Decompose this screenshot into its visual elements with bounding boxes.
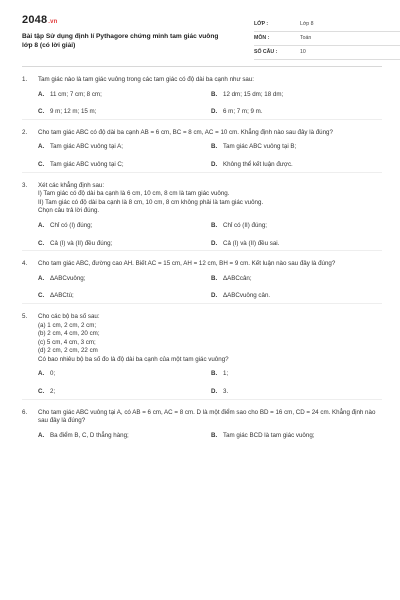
option-letter: B. — [211, 221, 218, 229]
question-line: Chọn câu trả lời đúng. — [38, 207, 100, 215]
answer-option[interactable] — [38, 91, 211, 100]
question-number: 3. — [22, 181, 28, 189]
meta-value: Toán — [300, 35, 312, 41]
option-text: Tam giác BCD là tam giác vuông; — [223, 431, 315, 439]
question-head — [22, 313, 382, 365]
answer-options — [38, 222, 382, 248]
question-line: Cho các bộ ba số sau: — [38, 312, 100, 320]
question-head — [22, 409, 382, 426]
question-list — [22, 76, 382, 449]
answer-option[interactable] — [38, 108, 211, 117]
option-text: Chỉ có (II) đúng; — [223, 221, 268, 229]
option-letter: A. — [38, 90, 45, 98]
option-text: Cả (I) và (II) đều sai. — [223, 239, 280, 247]
answer-options — [38, 91, 382, 117]
question-head — [22, 129, 382, 138]
option-text: 11 cm; 7 cm; 8 cm; — [50, 90, 102, 98]
question-line: (d) 2 cm, 2 cm, 22 cm — [38, 347, 98, 355]
answer-option[interactable] — [38, 161, 211, 170]
option-text: 0; — [50, 370, 56, 378]
question-item — [22, 260, 382, 304]
question-line: Tam giác nào là tam giác vuông trong các tam giác có độ dài ba cạnh như sau: — [38, 76, 255, 83]
header — [22, 14, 382, 58]
option-letter: C. — [38, 388, 45, 396]
answer-option[interactable] — [38, 388, 211, 397]
answer-options — [38, 275, 382, 301]
option-text: Cả (I) và (II) đều đúng; — [50, 239, 113, 247]
option-letter: B. — [211, 431, 218, 439]
answer-option[interactable] — [211, 388, 384, 397]
option-letter: C. — [38, 108, 45, 116]
logo-main: 2048 — [22, 14, 48, 26]
question-number: 5. — [22, 312, 28, 320]
answer-option[interactable] — [38, 292, 211, 301]
question-line: Xét các khẳng định sau: — [38, 181, 105, 189]
option-text: Tam giác ABC vuông tại A; — [50, 143, 123, 151]
option-text: 12 dm; 15 dm; 18 dm; — [223, 90, 284, 98]
answer-option[interactable] — [211, 222, 384, 231]
question-line: Có bao nhiêu bộ ba số đo là độ dài ba cạnh của một tam giác vuông? — [38, 355, 229, 363]
answer-option[interactable] — [211, 292, 384, 301]
option-text: Không thể kết luận được. — [223, 160, 293, 168]
answer-option[interactable] — [211, 275, 384, 284]
question-line: (c) 5 cm, 4 cm, 3 cm; — [38, 338, 96, 346]
question-text — [38, 409, 382, 426]
site-logo[interactable] — [22, 14, 58, 26]
question-number: 1. — [22, 76, 28, 83]
question-head — [22, 260, 382, 269]
meta-info — [254, 18, 400, 60]
answer-option[interactable] — [38, 222, 211, 231]
option-letter: D. — [211, 292, 218, 300]
answer-option[interactable] — [38, 275, 211, 284]
option-letter: D. — [211, 108, 218, 116]
question-text — [38, 313, 382, 365]
option-letter: C. — [38, 292, 45, 300]
question-line: (a) 1 cm, 2 cm, 2 cm; — [38, 321, 97, 329]
header-divider — [22, 66, 382, 67]
answer-option[interactable] — [211, 370, 384, 379]
question-separator — [22, 303, 382, 304]
question-number: 2. — [22, 128, 28, 136]
option-text: Tam giác ABC vuông tại B; — [223, 143, 297, 151]
meta-label: MÔN : — [254, 35, 270, 41]
option-letter: A. — [38, 370, 45, 378]
option-letter: D. — [211, 239, 218, 247]
question-separator — [22, 399, 382, 400]
answer-options — [38, 370, 382, 396]
question-separator — [22, 172, 382, 173]
meta-label: LỚP : — [254, 21, 269, 27]
option-letter: D. — [211, 388, 218, 396]
answer-option[interactable] — [211, 161, 384, 170]
option-text: 9 m; 12 m; 15 m; — [50, 108, 97, 116]
answer-options — [38, 432, 382, 441]
question-text — [38, 76, 382, 85]
option-letter: C. — [38, 160, 45, 168]
question-number: 4. — [22, 260, 28, 268]
question-item — [22, 129, 382, 173]
option-letter: A. — [38, 431, 45, 439]
answer-option[interactable] — [38, 240, 211, 249]
question-head — [22, 182, 382, 216]
option-letter: B. — [211, 370, 218, 378]
answer-option[interactable] — [38, 143, 211, 152]
option-letter: A. — [38, 143, 45, 151]
question-line: Cho tam giác ABC, đường cao AH. Biết AC = 15 cm, AH = 12 cm, BH = 9 cm. Kết luận nào sau đây là đúng? — [38, 260, 336, 268]
question-number: 6. — [22, 408, 28, 416]
question-line: (b) 2 cm, 4 cm, 20 cm; — [38, 330, 100, 338]
option-text: 3. — [223, 388, 229, 396]
option-letter: A. — [38, 274, 45, 282]
option-text: 1; — [223, 370, 229, 378]
option-letter: C. — [38, 239, 45, 247]
meta-value: Lớp 8 — [300, 21, 314, 27]
option-text: ΔABCtù; — [50, 292, 74, 300]
meta-label: SỐ CÂU : — [254, 49, 278, 55]
answer-option[interactable] — [38, 432, 211, 441]
question-item — [22, 313, 382, 400]
answer-options — [38, 143, 382, 169]
document-title: Bài tập Sử dụng định lí Pythagore chứng minh tam giác vuông lớp 8 (có lời giải) — [22, 33, 219, 49]
question-item — [22, 76, 382, 120]
answer-option[interactable] — [211, 240, 384, 249]
option-text: Tam giác ABC vuông tại C; — [50, 160, 124, 168]
option-letter: B. — [211, 143, 218, 151]
meta-value: 10 — [300, 49, 306, 55]
meta-row — [254, 32, 400, 46]
question-line: I) Tam giác có độ dài ba cạnh là 6 cm, 10 cm, 8 cm là tam giác vuông. — [38, 190, 230, 198]
question-item — [22, 182, 382, 252]
logo-suffix: .vn — [48, 19, 58, 25]
option-text: 2; — [50, 388, 56, 396]
question-item — [22, 409, 382, 441]
option-text: ΔABCcân; — [223, 274, 252, 282]
answer-option[interactable] — [211, 91, 384, 100]
question-line: Cho tam giác ABC có độ dài ba cạnh AB = 6 cm, BC = 8 cm, AC = 10 cm. Khẳng định nào sau đây là đúng? — [38, 128, 333, 136]
question-head — [22, 76, 382, 85]
answer-option[interactable] — [211, 143, 384, 152]
option-letter: D. — [211, 160, 218, 168]
question-separator — [22, 119, 382, 120]
option-letter: B. — [211, 90, 218, 98]
option-text: Chỉ có (I) đúng; — [50, 221, 93, 229]
option-text: 6 m; 7 m; 9 m. — [223, 108, 263, 116]
option-letter: B. — [211, 274, 218, 282]
question-separator — [22, 250, 382, 251]
answer-option[interactable] — [38, 370, 211, 379]
question-text — [38, 182, 382, 216]
answer-option[interactable] — [211, 432, 384, 441]
meta-row — [254, 18, 400, 32]
question-line: Cho tam giác ABC vuông tại A, có AB = 6 cm, AC = 8 cm. D là một điểm sao cho BD = 16 cm, CD = 24 cm. Khẳng định nào sau đây là đúng? — [38, 408, 376, 425]
question-text — [38, 129, 382, 138]
option-text: Ba điểm B, C, D thẳng hàng; — [50, 431, 129, 439]
question-line: II) Tam giác có độ dài ba cạnh là 8 cm, 10 cm, 8 cm không phải là tam giác vuông. — [38, 198, 264, 206]
question-text — [38, 260, 382, 269]
option-letter: A. — [38, 221, 45, 229]
answer-option[interactable] — [211, 108, 384, 117]
meta-row — [254, 46, 400, 60]
option-text: ΔABCvuông; — [50, 274, 86, 282]
option-text: ΔABCvuông cân. — [223, 292, 271, 300]
